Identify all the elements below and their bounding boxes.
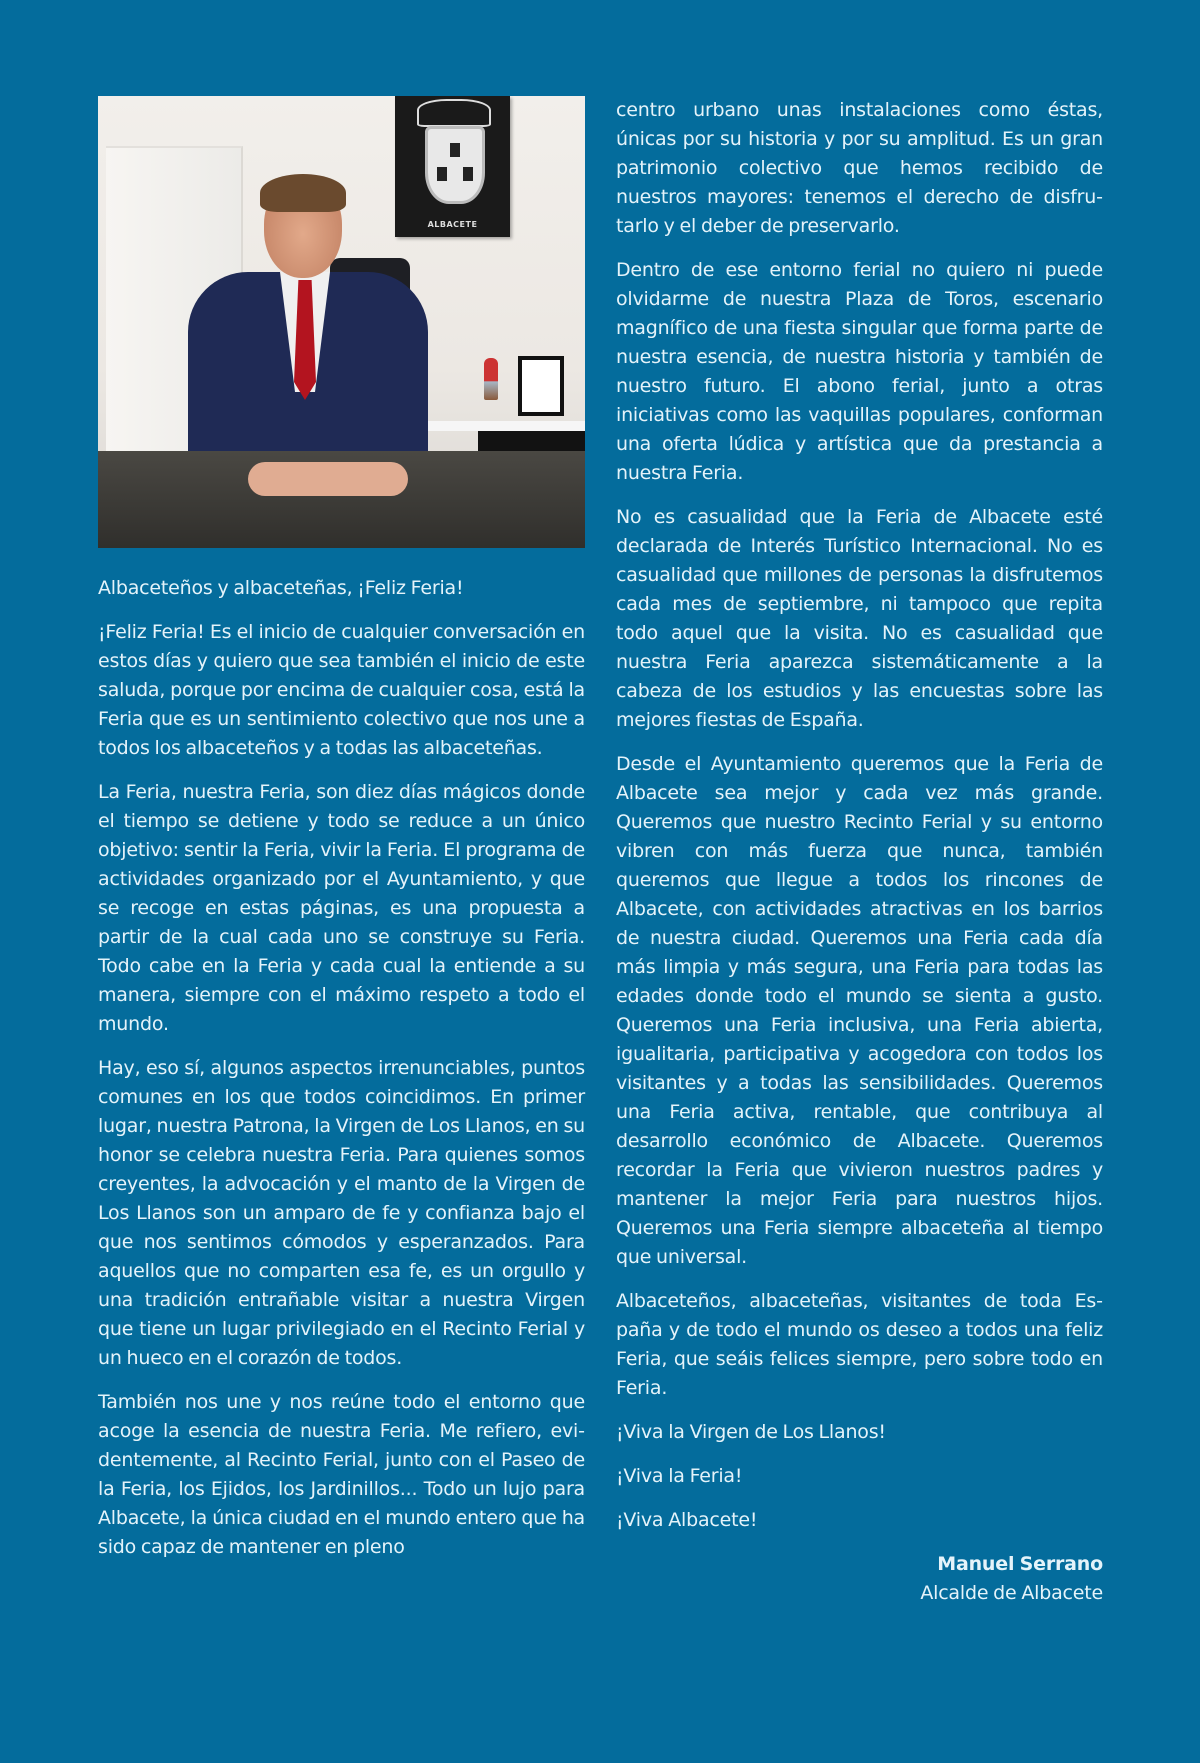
castle-tower-icon [437,167,447,181]
left-column [98,96,585,1577]
paragraph: Desde el Ayuntamiento queremos que la Feria de Albacete sea mejor y cada vez más grande. Queremos que nuestro Recinto Ferial y su entorno vibren con más fuerza que nunca, también queremos que llegue a todos los rincones de Albacete, con actividades atractivas en los barrios de nuestra ciudad. Queremos una Feria cada día más limpia y más segura, una Feria para todas las edades donde todo el mundo se sienta a gusto. Queremos una Feria inclusiva, una Feria abierta, igualitaria, participativa y acogedora con todos los visitantes y a todas las sensibilidades. Queremos una Feria activa, rentable, que contribuya al desarrollo económico de Albacete. Queremos recordar la Feria que vivieron nuestros padres y mantener la mejor Feria para nuestros hijos. Queremos una Feria siempre albaceteña al tiempo que universal. [616,753,1103,1268]
picture-frame [518,356,564,416]
paragraph: ¡Feliz Feria! Es el inicio de cualquier conversación en estos días y quiero que sea también el inicio de este saluda, porque por encima de cualquier cosa, está la Feria que es un sentimiento colectivo que nos une a todos los albaceteños y a todas las albaceteñas. [98,621,585,759]
paragraph: Albaceteños, albaceteñas, visitantes de toda España y de todo el mundo os deseo a todos una feliz Feria, que seáis felices siempre, pero sobre todo en Feria. [616,1290,1103,1399]
plaque-label: ALBACETE [427,220,478,229]
castle-tower-icon [463,167,473,181]
hair [260,174,346,212]
signature [616,1550,1103,1608]
paragraph: También nos une y nos reúne todo el entorno que acoge la esencia de nuestra Feria. Me refiero, evidentemente, al Recinto Ferial, junto con el Paseo de la Feria, los Ejidos, los Jardinillos... Todo un lujo para Albacete, la única ciudad en el mundo entero que ha sido capaz de mantener en pleno [98,1391,585,1558]
paragraph: No es casualidad que la Feria de Albacete esté declarada de Interés Turístico Internacional. No es casualidad que millones de personas la disfrutemos cada mes de septiembre, ni tampoco que repita todo aquel que la visita. No es casualidad que nuestra Feria aparezca sistemáticamente a la cabeza de los estudios y las encuestas sobre las mejores fiestas de España. [616,506,1103,731]
figurine [484,358,498,400]
hands [248,462,408,496]
crown-icon [417,99,491,127]
mayor-photo [98,96,585,548]
mayor-figure [188,180,428,480]
paragraph: La Feria, nuestra Feria, son diez días mágicos donde el tiempo se detiene y todo se reduce a un único objetivo: sentir la Feria, vivir la Feria. El programa de actividades organizado por el Ayuntamiento, y que se recoge en estas páginas, es una propuesta a partir de la cual cada uno se construye su Feria. Todo cabe en la Feria y cada cual la entiende a su manera, siempre con el máximo respeto a todo el mundo. [98,781,585,1035]
shelf [414,421,585,431]
cheer: ¡Viva la Virgen de Los Llanos! [616,1421,886,1443]
paragraph: Dentro de ese entorno ferial no quiero ni puede olvidarme de nuestra Plaza de Toros, escenario magnífico de una fiesta singular que forma parte de nuestra esencia, de nuestra historia y también de nuestro futuro. El abono ferial, junto a otras iniciativas como las vaquillas populares, conforman una oferta lúdica y artística que da prestancia a nuestra Feria. [616,259,1103,484]
cheer: ¡Viva la Feria! [616,1465,743,1487]
cheer: ¡Viva Albacete! [616,1509,758,1531]
paragraph: centro urbano unas instalaciones como éstas, únicas por su historia y por su amplitud. Es un gran patrimonio colectivo que hemos recibido de nuestros mayores: tenemos el derecho de disfrutarlo y el deber de preservarlo. [616,99,1103,237]
paragraph: Hay, eso sí, algunos aspectos irrenunciables, puntos comunes en los que todos coincidimos. En primer lugar, nuestra Patrona, la Virgen de Los Llanos, en su honor se celebra nuestra Feria. Para quienes somos creyentes, la advocación y el manto de la Virgen de Los Llanos son un amparo de fe y confianza bajo el que nos sentimos cómodos y esperanzados. Para aquellos que no comparten esa fe, es un orgullo y una tradición entrañable visitar a nuestra Virgen que tiene un lugar privilegiado en el Recinto Ferial y un hueco en el corazón de todos. [98,1057,585,1369]
right-column [616,96,1103,1608]
castle-tower-icon [450,143,460,157]
shield-icon [425,126,485,204]
greeting: Albaceteños y albaceteñas, ¡Feliz Feria! [98,577,464,599]
signature-name: Manuel Serrano [937,1553,1103,1575]
signature-title: Alcalde de Albacete [920,1582,1103,1604]
